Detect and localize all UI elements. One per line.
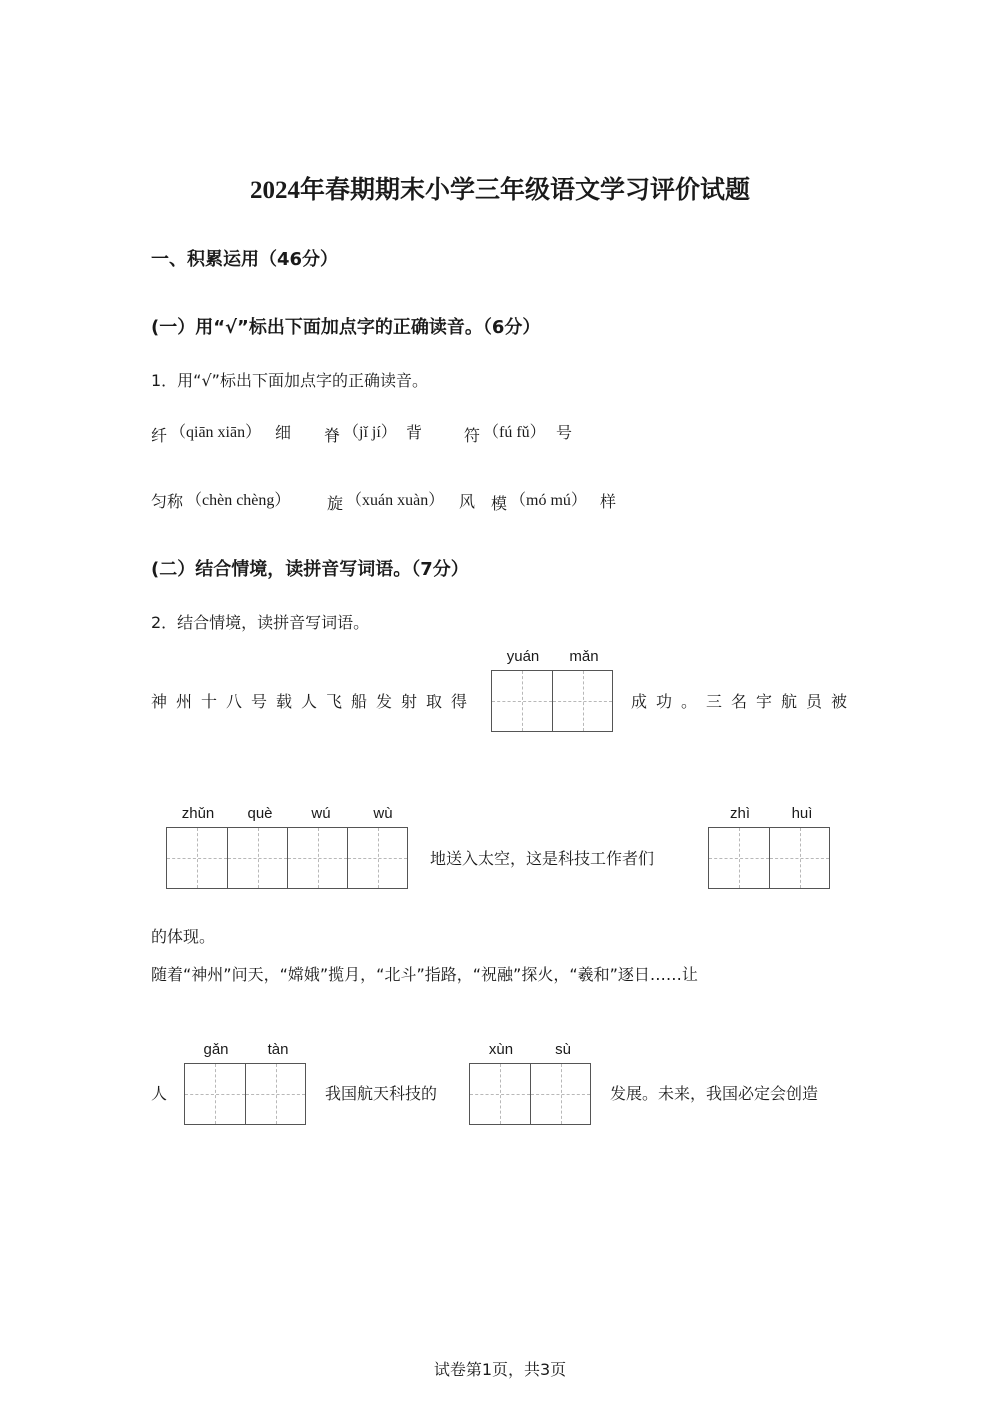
writing-cell[interactable]: [185, 1064, 245, 1124]
pinyin-label: zhǔn: [181, 805, 215, 822]
item-char: 背: [406, 423, 423, 442]
pinyin-label: zhì: [729, 805, 750, 822]
pinyin-label: xùn: [488, 1041, 514, 1058]
page-footer: 试卷第1页，共3页: [433, 1360, 567, 1379]
pinyin-label: yuán: [506, 648, 540, 665]
writing-cell[interactable]: [530, 1064, 590, 1124]
writing-cell[interactable]: [227, 828, 287, 888]
context-text: 成功。三名宇航员被: [631, 692, 857, 711]
page-title: 2024年春期期末小学三年级语文学习评价试题: [249, 177, 750, 204]
item-char: 符: [464, 426, 481, 445]
item-char: 风: [459, 492, 476, 511]
item-char: 匀称: [151, 492, 184, 511]
part2-heading: (二）结合情境，读拼音写词语。（7分）: [151, 559, 469, 580]
pinyin-label: tàn: [267, 1041, 289, 1058]
writing-grid-zhunquewuwu[interactable]: [166, 827, 408, 889]
item-pinyin-options[interactable]: （qiān xiān）: [170, 424, 262, 441]
context-text: 人: [151, 1084, 168, 1103]
context-text: 随着“神州”问天，“嫦娥”揽月，“北斗”指路，“祝融”探火，“羲和”逐日……让: [151, 965, 698, 984]
writing-cell[interactable]: [287, 828, 347, 888]
writing-grid-yuanman[interactable]: [491, 670, 613, 732]
item-pinyin-options[interactable]: （mó mú）: [510, 492, 587, 509]
item-char: 样: [600, 492, 617, 511]
context-text: 我国航天科技的: [325, 1084, 438, 1103]
item-char: 细: [275, 423, 292, 442]
pinyin-label: wú: [311, 805, 331, 822]
writing-cell[interactable]: [470, 1064, 530, 1124]
context-text: 神州十八号载人飞船发射取得: [151, 692, 477, 711]
writing-cell[interactable]: [769, 828, 829, 888]
context-text: 的体现。: [151, 927, 216, 946]
item-pinyin-options[interactable]: （chèn chèng）: [186, 492, 291, 509]
writing-cell[interactable]: [709, 828, 769, 888]
writing-cell[interactable]: [347, 828, 407, 888]
writing-cell[interactable]: [492, 671, 552, 731]
pinyin-label: sù: [555, 1041, 571, 1058]
item-char: 脊: [324, 426, 341, 445]
pinyin-label: gǎn: [203, 1041, 229, 1058]
pinyin-label: wù: [373, 805, 393, 822]
item-pinyin-options[interactable]: （fú fǔ）: [483, 424, 546, 441]
item-char: 纤: [151, 426, 168, 445]
writing-cell[interactable]: [552, 671, 612, 731]
pinyin-label: huì: [791, 805, 813, 822]
section-heading: 一、积累运用（46分）: [151, 249, 339, 270]
context-text: 地送入太空，这是科技工作者们: [430, 849, 655, 868]
part1-heading: (一）用“√”标出下面加点字的正确读音。（6分）: [151, 317, 541, 338]
pinyin-label: què: [247, 805, 273, 822]
question-1: 1．用“√”标出下面加点字的正确读音。: [151, 371, 428, 390]
question-2: 2．结合情境，读拼音写词语。: [151, 613, 370, 632]
item-pinyin-options[interactable]: （jǐ jí）: [343, 424, 397, 441]
writing-grid-zhihui[interactable]: [708, 827, 830, 889]
writing-grid-gantan[interactable]: [184, 1063, 306, 1125]
item-char: 号: [556, 423, 573, 442]
item-char: 旋: [327, 494, 344, 513]
item-char: 模: [491, 494, 508, 513]
item-pinyin-options[interactable]: （xuán xuàn）: [346, 492, 445, 509]
context-text: 发展。未来，我国必定会创造: [610, 1084, 819, 1103]
writing-cell[interactable]: [167, 828, 227, 888]
writing-grid-xunsu[interactable]: [469, 1063, 591, 1125]
pinyin-label: mǎn: [569, 648, 599, 665]
writing-cell[interactable]: [245, 1064, 305, 1124]
